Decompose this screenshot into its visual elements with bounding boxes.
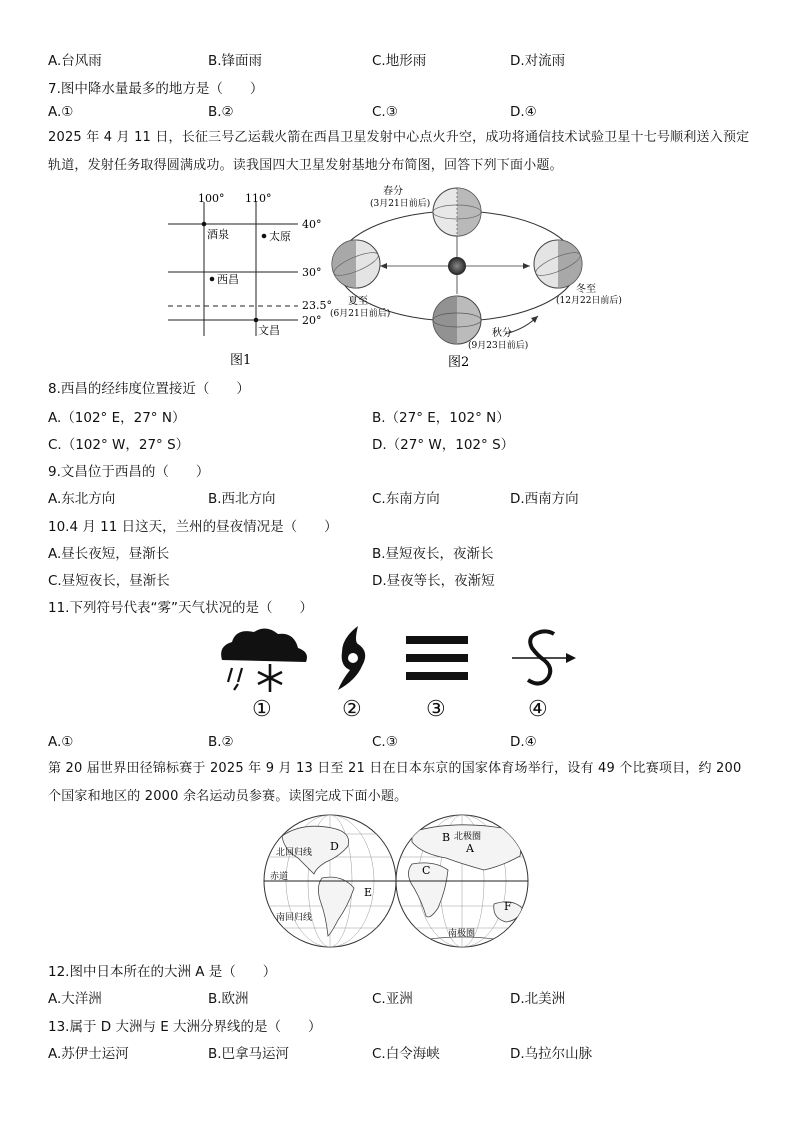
lon-label-100: 100°	[198, 192, 225, 205]
q13-option-b: B.巴拿马运河	[208, 1046, 290, 1062]
continent-letter-e: E	[364, 886, 373, 899]
passage-launch: 2025 年 4 月 11 日，长征三号乙运载火箭在西昌卫星发射中心点火升空，成功将通信技术试验卫星十七号顺利送入预定轨道，发射任务取得圆满成功。读我国四大卫星发射基地分布简图，回答下列下面小题。	[48, 130, 750, 173]
lat-label-23-5: 23.5°	[302, 299, 332, 312]
figure-1-launch-sites-map	[160, 188, 340, 370]
q13-option-c: C.白令海峡	[372, 1046, 440, 1062]
q10-option-c: C.昼短夜长，昼渐长	[48, 573, 170, 589]
earth-winter-icon	[533, 240, 583, 288]
sun-icon	[448, 257, 466, 275]
q6-option-a: A.台风雨	[48, 53, 102, 69]
figure-2-caption: 图2	[448, 355, 470, 370]
symbol-number-1: ①	[252, 697, 272, 722]
symbol-number-2: ②	[342, 697, 362, 722]
continent-letter-b: B	[442, 831, 451, 844]
place-taiyuan: 太原	[269, 230, 291, 243]
continent-letter-d: D	[330, 840, 339, 853]
label-antarctic-circle: 南极圈	[448, 929, 476, 939]
q8-stem: 8.西昌的经纬度位置接近（ ）	[48, 381, 250, 397]
label-equator: 赤道	[270, 872, 289, 882]
q7-option-c: C.③	[372, 104, 398, 120]
lon-label-110: 110°	[245, 192, 272, 205]
q10-option-b: B.昼短夜长，夜渐长	[372, 546, 494, 562]
q10-option-a: A.昼长夜短，昼渐长	[48, 546, 170, 562]
q12-stem: 12.图中日本所在的大洲 A 是（ ）	[48, 964, 277, 980]
winter-date: (12月22日前后)	[556, 296, 622, 306]
q9-option-c: C.东南方向	[372, 491, 440, 507]
summer-date: (6月21日前后)	[330, 309, 391, 319]
figure-2-earth-orbit-diagram	[330, 184, 630, 370]
label-tropic-of-capricorn: 南回归线	[276, 913, 313, 923]
fog-symbol-icon	[404, 634, 470, 684]
snow-shower-symbol-icon	[214, 622, 312, 694]
q12-option-d: D.北美洲	[510, 991, 566, 1007]
symbol-number-4: ④	[528, 697, 548, 722]
q6-option-c: C.地形雨	[372, 53, 427, 69]
q11-option-c: C.③	[372, 734, 398, 750]
continent-letter-f: F	[504, 900, 512, 913]
q8-option-c: C.（102° W，27° S）	[48, 437, 190, 453]
q13-stem: 13.属于 D 大洲与 E 大洲分界线的是（ ）	[48, 1019, 322, 1035]
q11-option-b: B.②	[208, 734, 234, 750]
lat-label-30: 30°	[302, 266, 322, 279]
q9-option-a: A.东北方向	[48, 491, 116, 507]
place-wenchang: 文昌	[258, 324, 280, 337]
q13-option-d: D.乌拉尔山脉	[510, 1046, 593, 1062]
q6-option-b: B.锋面雨	[208, 53, 263, 69]
q13-option-a: A.苏伊士运河	[48, 1046, 129, 1062]
q11-option-a: A.①	[48, 734, 74, 750]
q10-option-d: D.昼夜等长，夜渐短	[372, 573, 495, 589]
q6-option-d: D.对流雨	[510, 53, 566, 69]
q7-option-b: B.②	[208, 104, 234, 120]
autumn-label: 秋分	[492, 328, 512, 339]
spring-label: 春分	[383, 186, 403, 197]
continent-letter-a: A	[466, 842, 474, 855]
q10-stem: 10.4 月 11 日这天，兰州的昼夜情况是（ ）	[48, 519, 338, 535]
q8-option-a: A.（102° E，27° N）	[48, 410, 186, 426]
q11-option-d: D.④	[510, 734, 537, 750]
q12-option-c: C.亚洲	[372, 991, 413, 1007]
label-tropic-of-cancer: 北回归线	[276, 848, 313, 858]
q12-option-b: B.欧洲	[208, 991, 249, 1007]
sandstorm-symbol-icon	[510, 628, 580, 690]
q9-stem: 9.文昌位于西昌的（ ）	[48, 464, 210, 480]
typhoon-symbol-icon	[332, 624, 372, 692]
summer-label: 夏至	[348, 296, 368, 307]
autumn-date: (9月23日前后)	[468, 341, 529, 351]
earth-autumn-icon	[433, 296, 481, 344]
q8-option-d: D.（27° W，102° S）	[372, 437, 515, 453]
symbol-number-3: ③	[426, 697, 446, 722]
winter-label: 冬至	[576, 284, 596, 295]
passage-championship: 第 20 届世界田径锦标赛于 2025 年 9 月 13 日至 21 日在日本东京的国家体育场举行，设有 49 个比赛项目，约 200 个国家和地区的 2000 余名运动员参赛。读图完成下面小题。	[48, 761, 742, 804]
earth-spring-icon	[433, 188, 481, 236]
q8-option-b: B.（27° E，102° N）	[372, 410, 510, 426]
lat-label-40: 40°	[302, 218, 322, 231]
spring-date: (3月21日前后)	[370, 199, 431, 209]
q7-option-d: D.④	[510, 104, 537, 120]
label-arctic-circle: 北极圈	[454, 832, 482, 842]
world-hemispheres-map	[262, 812, 534, 952]
q9-option-d: D.西南方向	[510, 491, 579, 507]
q7-option-a: A.①	[48, 104, 74, 120]
q7-stem: 7.图中降水量最多的地方是（ ）	[48, 81, 264, 97]
lat-label-20: 20°	[302, 314, 322, 327]
earth-summer-icon	[331, 240, 381, 288]
place-xichang: 西昌	[217, 273, 239, 286]
q11-stem: 11.下列符号代表“雾”天气状况的是（ ）	[48, 600, 313, 616]
place-jiuquan: 酒泉	[207, 228, 229, 241]
continent-letter-c: C	[422, 864, 431, 877]
figure-1-caption: 图1	[230, 353, 252, 368]
q12-option-a: A.大洋洲	[48, 991, 102, 1007]
q9-option-b: B.西北方向	[208, 491, 276, 507]
